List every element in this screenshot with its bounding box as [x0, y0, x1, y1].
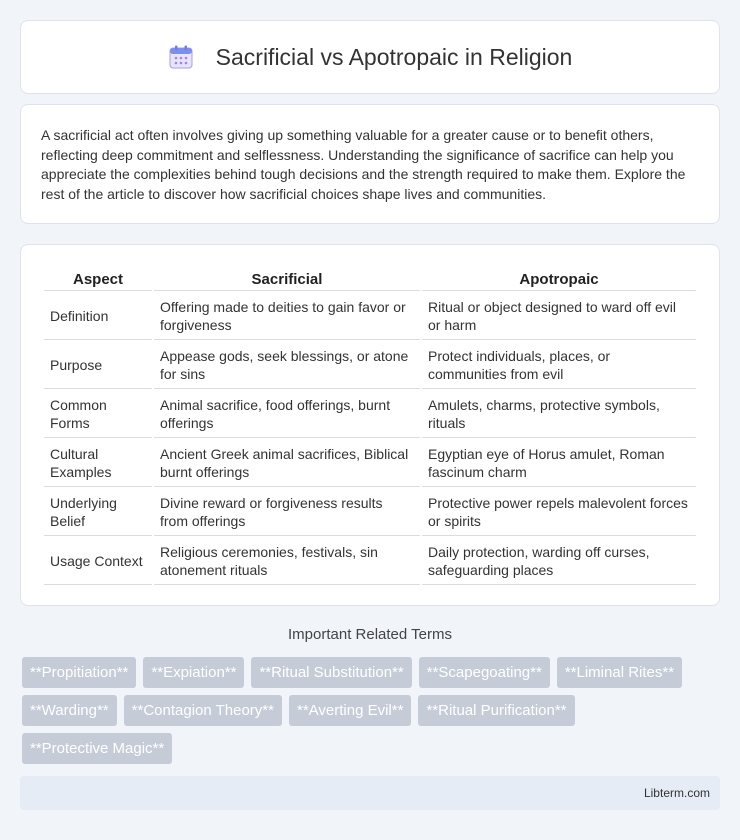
- table-cell: Animal sacrifice, food offerings, burnt offerings: [154, 391, 420, 438]
- intro-text: A sacrificial act often involves giving up something valuable for a greater cause or to benefit others, reflecting deep commitment and selflessness. Understanding the significance of sacrifice can help you appreciate the complexities behind tough decisions and the strength required to make them. Explore the rest of the article to discover how sacrificial choices shape lives and communities.: [41, 127, 686, 202]
- related-terms-heading: Important Related Terms: [288, 626, 452, 643]
- table-cell: Religious ceremonies, festivals, sin atonement rituals: [154, 538, 420, 585]
- related-term-tag[interactable]: **Liminal Rites**: [557, 657, 682, 688]
- table-cell: Ritual or object designed to ward off evil or harm: [422, 293, 696, 340]
- related-term-tag[interactable]: **Expiation**: [143, 657, 244, 688]
- table-cell: Egyptian eye of Horus amulet, Roman fascinum charm: [422, 440, 696, 487]
- table-cell: Amulets, charms, protective symbols, rituals: [422, 391, 696, 438]
- column-header-apotropaic: Apotropaic: [422, 267, 696, 291]
- table-row: [44, 489, 696, 536]
- table-cell: Offering made to deities to gain favor or forgiveness: [154, 293, 420, 340]
- table-cell: Purpose: [44, 342, 152, 389]
- intro-card: [20, 104, 720, 224]
- header-card: [20, 20, 720, 94]
- column-header-aspect: Aspect: [44, 267, 152, 291]
- table-cell: Underlying Belief: [44, 489, 152, 536]
- table-cell: Protective power repels malevolent forces or spirits: [422, 489, 696, 536]
- related-term-tag[interactable]: **Scapegoating**: [419, 657, 550, 688]
- table-cell: Protect individuals, places, or communities from evil: [422, 342, 696, 389]
- related-term-tag[interactable]: **Warding**: [22, 695, 117, 726]
- table-cell: Common Forms: [44, 391, 152, 438]
- table-cell: Appease gods, seek blessings, or atone for sins: [154, 342, 420, 389]
- comparison-table: [42, 265, 698, 587]
- column-header-sacrificial: Sacrificial: [154, 267, 420, 291]
- table-row: [44, 440, 696, 487]
- page-title: Sacrificial vs Apotropaic in Religion: [215, 43, 573, 70]
- related-terms-list: [22, 657, 722, 771]
- table-row: [44, 538, 696, 585]
- table-cell: Ancient Greek animal sacrifices, Biblical burnt offerings: [154, 440, 420, 487]
- footer: [20, 776, 720, 810]
- table-cell: Definition: [44, 293, 152, 340]
- table-cell: Cultural Examples: [44, 440, 152, 487]
- table-row: [44, 293, 696, 340]
- footer-site-link[interactable]: Libterm.com: [643, 786, 710, 800]
- table-cell: Daily protection, warding off curses, safeguarding places: [422, 538, 696, 585]
- related-term-tag[interactable]: **Ritual Purification**: [418, 695, 574, 726]
- table-cell: Divine reward or forgiveness results from offerings: [154, 489, 420, 536]
- table-row: [44, 391, 696, 438]
- related-term-tag[interactable]: **Propitiation**: [22, 657, 136, 688]
- related-term-tag[interactable]: **Ritual Substitution**: [251, 657, 411, 688]
- related-term-tag[interactable]: **Protective Magic**: [22, 733, 172, 764]
- calendar-icon: [168, 44, 194, 70]
- table-row: [44, 342, 696, 389]
- related-term-tag[interactable]: **Averting Evil**: [289, 695, 411, 726]
- comparison-card: [20, 244, 720, 606]
- table-cell: Usage Context: [44, 538, 152, 585]
- related-term-tag[interactable]: **Contagion Theory**: [124, 695, 282, 726]
